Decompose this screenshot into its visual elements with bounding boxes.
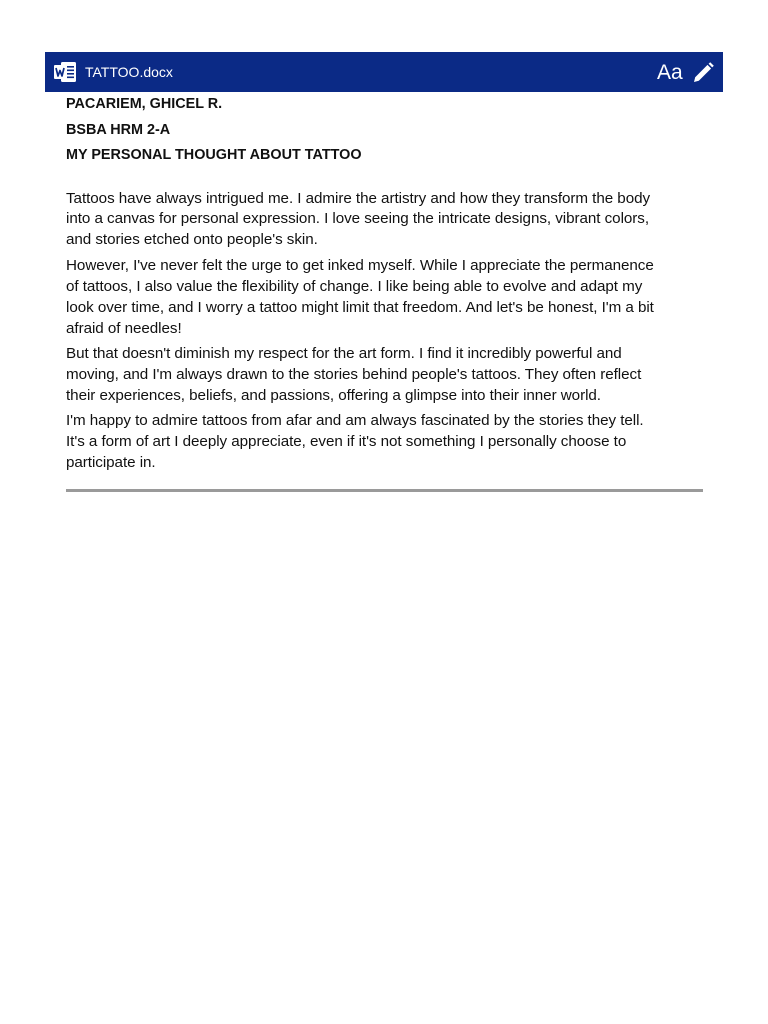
paragraph-line: It's a form of art I deeply appreciate, even if it's not something I personally choose to <box>66 433 627 451</box>
paragraph-line: But that doesn't diminish my respect for the art form. I find it incredibly powerful and <box>66 345 622 363</box>
paragraph-line: afraid of needles! <box>66 319 182 337</box>
paragraph-line: Tattoos have always intrigued me. I admire the artistry and how they transform the body <box>66 189 651 207</box>
paragraph-line: into a canvas for personal expression. I love seeing the intricate designs, vibrant colors, <box>66 210 650 228</box>
author-name: PACARIEM, GHICEL R. <box>66 96 223 112</box>
course-section: BSBA HRM 2-A <box>66 121 171 138</box>
paragraph <box>66 189 704 252</box>
paragraph <box>66 256 704 340</box>
paragraph-line: look over time, and I worry a tattoo might limit that freedom. And let's be honest, I'm a bit <box>66 298 654 316</box>
word-icon <box>53 60 77 84</box>
title-bar <box>45 52 723 92</box>
paragraph-line: moving, and I'm always drawn to the stories behind people's tattoos. They often reflect <box>66 365 642 383</box>
paragraph-line: their experiences, beliefs, and passions, offering a glimpse into their inner world. <box>66 386 601 404</box>
paragraph <box>66 411 704 474</box>
pencil-icon[interactable] <box>691 61 715 85</box>
paragraph-line: and stories etched onto people's skin. <box>66 231 318 249</box>
paragraph-line: participate in. <box>66 454 156 472</box>
paragraph-line: However, I've never felt the urge to get inked myself. While I appreciate the permanence <box>66 256 654 274</box>
file-name: TATTOO.docx <box>85 64 173 80</box>
document-title: MY PERSONAL THOUGHT ABOUT TATTOO <box>66 147 362 163</box>
paragraph-line: of tattoos, I also value the flexibility of change. I like being able to evolve and adapt my <box>66 277 643 295</box>
paragraph-line: I'm happy to admire tattoos from afar and am always fascinated by the stories they tell. <box>66 412 644 430</box>
font-settings-button[interactable]: Aa <box>657 61 683 84</box>
paragraph <box>66 344 704 407</box>
document-end-divider <box>66 489 703 492</box>
document-body <box>66 94 704 479</box>
